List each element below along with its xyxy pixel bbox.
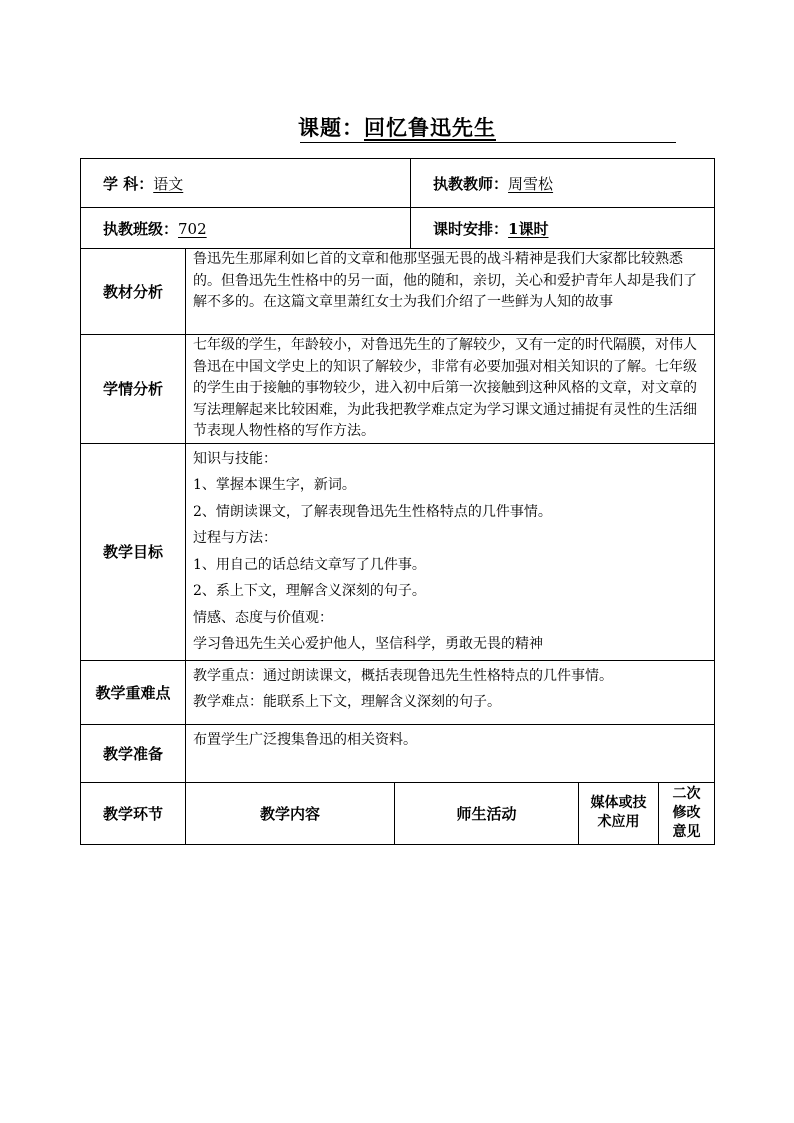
hours-cell bbox=[411, 208, 715, 249]
material-label: 教材分析 bbox=[81, 249, 186, 335]
column-revision-line: 修改 bbox=[672, 804, 701, 821]
key-points-label: 教学重难点 bbox=[81, 660, 186, 724]
column-content: 教学内容 bbox=[186, 782, 395, 844]
material-text: 鲁迅先生那犀利如匕首的文章和他那坚强无畏的战斗精神是我们大家都比较熟悉的。但鲁迅先生性格中的另一面，他的随和，亲切，关心和爱护青年人却是我们了解不多的。在这篇文章里萧红女士为我们介绍了一些鲜为人知的故事 bbox=[186, 249, 715, 335]
key-point-line: 教学难点：能联系上下文，理解含义深刻的句子。 bbox=[193, 694, 501, 710]
column-revision-line: 二次 bbox=[672, 785, 701, 802]
teacher-label: 执教教师： bbox=[433, 174, 509, 193]
header-row-1 bbox=[81, 159, 715, 208]
students-row bbox=[81, 335, 715, 444]
columns-header-row bbox=[81, 782, 715, 844]
document-title bbox=[0, 112, 794, 142]
goal-line: 2、情朗读课文，了解表现鲁迅先生性格特点的几件事情。 bbox=[193, 503, 552, 520]
teacher-value: 周雪松 bbox=[508, 174, 554, 193]
material-row bbox=[81, 249, 715, 335]
goals-text bbox=[186, 443, 715, 660]
preparation-row bbox=[81, 724, 715, 782]
lesson-plan-table bbox=[80, 158, 715, 845]
hours-value: 1课时 bbox=[508, 219, 549, 238]
goal-line: 1、掌握本课生字，新词。 bbox=[193, 477, 356, 493]
column-media-line: 术应用 bbox=[597, 814, 640, 830]
class-value: 702 bbox=[178, 219, 207, 238]
column-revision-line: 意见 bbox=[672, 823, 701, 840]
goals-row bbox=[81, 443, 715, 660]
students-text: 七年级的学生，年龄较小，对鲁迅先生的了解较少，又有一定的时代隔膜，对伟人鲁迅在中国文学史上的知识了解较少，非常有必要加强对相关知识的了解。七年级的学生由于接触的事物较少，进入初中后第一次接触到这种风格的文章，对文章的写法理解起来比较困难，为此我把教学难点定为学习课文通过捕捉有灵性的生活细节表现人物性格的写作方法。 bbox=[186, 335, 715, 444]
goal-line: 学习鲁迅先生关心爱护他人，坚信科学，勇敢无畏的精神 bbox=[193, 636, 543, 652]
column-activity: 师生活动 bbox=[395, 782, 579, 844]
goal-line: 2、系上下文，理解含义深刻的句子。 bbox=[193, 583, 426, 599]
key-points-text bbox=[186, 660, 715, 724]
class-cell bbox=[81, 208, 411, 249]
goal-line: 知识与技能： bbox=[193, 450, 277, 467]
title-underline-rule bbox=[300, 142, 676, 143]
class-label: 执教班级： bbox=[103, 219, 179, 238]
subject-cell bbox=[81, 159, 411, 208]
column-stage: 教学环节 bbox=[81, 782, 186, 844]
goal-line: 过程与方法： bbox=[193, 530, 277, 546]
column-media-line: 媒体或技 bbox=[590, 795, 647, 811]
subject-label: 学 科： bbox=[103, 174, 154, 193]
goal-line: 情感、态度与价值观： bbox=[193, 609, 333, 626]
goal-line: 1、用自己的话总结文章写了几件事。 bbox=[193, 556, 426, 573]
key-points-row bbox=[81, 660, 715, 724]
column-revision bbox=[659, 782, 715, 844]
preparation-text bbox=[186, 724, 715, 782]
header-row-2 bbox=[81, 208, 715, 249]
lesson-title: 回忆鲁迅先生 bbox=[364, 115, 496, 140]
column-media bbox=[579, 782, 659, 844]
key-point-line: 教学重点：通过朗读课文，概括表现鲁迅先生性格特点的几件事情。 bbox=[193, 667, 613, 684]
goals-label: 教学目标 bbox=[81, 443, 186, 660]
title-prefix: 课题： bbox=[298, 115, 364, 140]
preparation-line: 布置学生广泛搜集鲁迅的相关资料。 bbox=[193, 731, 417, 748]
subject-value: 语文 bbox=[153, 174, 184, 193]
students-label: 学情分析 bbox=[81, 335, 186, 444]
preparation-label: 教学准备 bbox=[81, 724, 186, 782]
hours-label: 课时安排： bbox=[433, 219, 509, 238]
teacher-cell bbox=[411, 159, 715, 208]
